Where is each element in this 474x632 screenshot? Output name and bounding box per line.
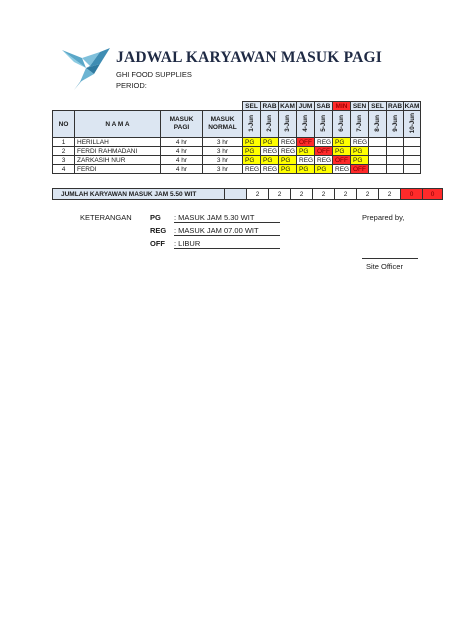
- shift-cell: REG: [297, 156, 315, 165]
- row-no: 4: [53, 165, 75, 174]
- shift-cell: REG: [351, 138, 369, 147]
- shift-cell: PG: [315, 165, 333, 174]
- table-row: [53, 138, 421, 147]
- summary-value: 2: [313, 189, 335, 200]
- date-header: 1-Jun: [248, 114, 255, 132]
- company-name: GHI FOOD SUPPLIES: [116, 70, 192, 79]
- summary-value: 2: [335, 189, 357, 200]
- shift-cell: PG: [243, 138, 261, 147]
- shift-cell: REG: [333, 165, 351, 174]
- shift-cell: PG: [261, 138, 279, 147]
- row-pagi: 4 hr: [161, 165, 203, 174]
- shift-cell: REG: [279, 138, 297, 147]
- shift-cell: PG: [279, 165, 297, 174]
- shift-cell: OFF: [333, 156, 351, 165]
- date-header: 7-Jun: [356, 114, 363, 132]
- shift-cell: [387, 147, 404, 156]
- shift-cell: PG: [351, 156, 369, 165]
- shift-cell: OFF: [297, 138, 315, 147]
- col-no-header: NO: [53, 111, 75, 138]
- date-header: 9-Jun: [391, 114, 399, 132]
- summary-value: 2: [357, 189, 379, 200]
- row-normal: 3 hr: [203, 156, 243, 165]
- shift-cell: [387, 138, 404, 147]
- shift-cell: [369, 147, 387, 156]
- legend-desc: : MASUK JAM 5.30 WIT: [174, 213, 280, 223]
- legend-code: PG: [150, 213, 161, 222]
- day-header: RAB: [262, 102, 277, 110]
- prepared-by-label: Prepared by,: [362, 213, 405, 222]
- col-pagi-header: MASUK PAGI: [161, 111, 203, 138]
- shift-cell: OFF: [351, 165, 369, 174]
- day-header: SEL: [369, 102, 387, 111]
- date-header: 4-Jun: [302, 114, 309, 132]
- row-no: 2: [53, 147, 75, 156]
- date-header: 6-Jun: [338, 114, 345, 132]
- shift-cell: REG: [315, 138, 333, 147]
- summary-value: 2: [379, 189, 401, 200]
- table-row: [53, 147, 421, 156]
- row-normal: 3 hr: [203, 165, 243, 174]
- row-name: FERDI RAHMADANI: [75, 147, 161, 156]
- date-header: 5-Jun: [320, 114, 327, 132]
- summary-value: 0: [401, 189, 423, 200]
- date-header: 10-Jun: [408, 112, 416, 134]
- shift-cell: PG: [243, 156, 261, 165]
- shift-cell: [404, 138, 421, 147]
- summary-spacer: [225, 189, 247, 200]
- shift-cell: [387, 156, 404, 165]
- signatory-role: Site Officer: [366, 262, 403, 271]
- summary-value: 2: [247, 189, 269, 200]
- day-header: JUM: [297, 102, 315, 111]
- summary-value: 2: [291, 189, 313, 200]
- shift-cell: PG: [333, 138, 351, 147]
- shift-cell: REG: [261, 165, 279, 174]
- day-header: RAB: [387, 102, 403, 110]
- row-normal: 3 hr: [203, 138, 243, 147]
- row-no: 3: [53, 156, 75, 165]
- schedule-table: [52, 101, 421, 174]
- shift-cell: REG: [243, 165, 261, 174]
- shift-cell: [404, 165, 421, 174]
- legend-desc: : LIBUR: [174, 239, 280, 249]
- row-pagi: 4 hr: [161, 147, 203, 156]
- shift-cell: [387, 165, 404, 174]
- legend-title: KETERANGAN: [80, 213, 132, 222]
- shift-cell: PG: [243, 147, 261, 156]
- shift-cell: PG: [297, 165, 315, 174]
- summary-table: [52, 188, 443, 200]
- shift-cell: OFF: [315, 147, 333, 156]
- day-header: KAM: [404, 102, 420, 110]
- shift-cell: [369, 138, 387, 147]
- legend-code: REG: [150, 226, 167, 235]
- day-header: SEN: [351, 102, 369, 111]
- row-pagi: 4 hr: [161, 156, 203, 165]
- date-header: 2-Jun: [266, 114, 273, 132]
- table-row: [53, 165, 421, 174]
- signature-line: [362, 258, 418, 259]
- shift-cell: PG: [297, 147, 315, 156]
- shift-cell: PG: [279, 156, 297, 165]
- day-header: KAM: [280, 102, 295, 110]
- date-header: 3-Jun: [284, 114, 291, 132]
- shift-cell: [369, 165, 387, 174]
- shift-cell: [404, 147, 421, 156]
- row-name: FERDI: [75, 165, 161, 174]
- shift-cell: REG: [279, 147, 297, 156]
- col-nama-header: N A M A: [75, 111, 161, 138]
- row-no: 1: [53, 138, 75, 147]
- day-header: SAB: [315, 102, 333, 111]
- day-header: SEL: [243, 102, 261, 111]
- row-name: ZARKASIH NUR: [75, 156, 161, 165]
- summary-value: 2: [269, 189, 291, 200]
- shift-cell: REG: [261, 147, 279, 156]
- shift-cell: PG: [333, 147, 351, 156]
- date-header: 8-Jun: [374, 114, 381, 132]
- period-label: PERIOD:: [116, 81, 147, 90]
- legend-desc: : MASUK JAM 07.00 WIT: [174, 226, 280, 236]
- row-normal: 3 hr: [203, 147, 243, 156]
- shift-cell: [369, 156, 387, 165]
- page-title: JADWAL KARYAWAN MASUK PAGI: [116, 49, 383, 66]
- col-normal-header: MASUK NORMAL: [203, 111, 243, 138]
- legend-code: OFF: [150, 239, 165, 248]
- shift-cell: [404, 156, 421, 165]
- shift-cell: PG: [351, 147, 369, 156]
- row-name: HERILLAH: [75, 138, 161, 147]
- day-header-sunday: MIN: [333, 102, 351, 111]
- shift-cell: REG: [315, 156, 333, 165]
- shift-cell: PG: [261, 156, 279, 165]
- row-pagi: 4 hr: [161, 138, 203, 147]
- summary-label: JUMLAH KARYAWAN MASUK JAM 5.50 WIT: [53, 189, 225, 200]
- bird-logo-icon: [60, 44, 112, 92]
- table-row: [53, 156, 421, 165]
- summary-value: 0: [423, 189, 443, 200]
